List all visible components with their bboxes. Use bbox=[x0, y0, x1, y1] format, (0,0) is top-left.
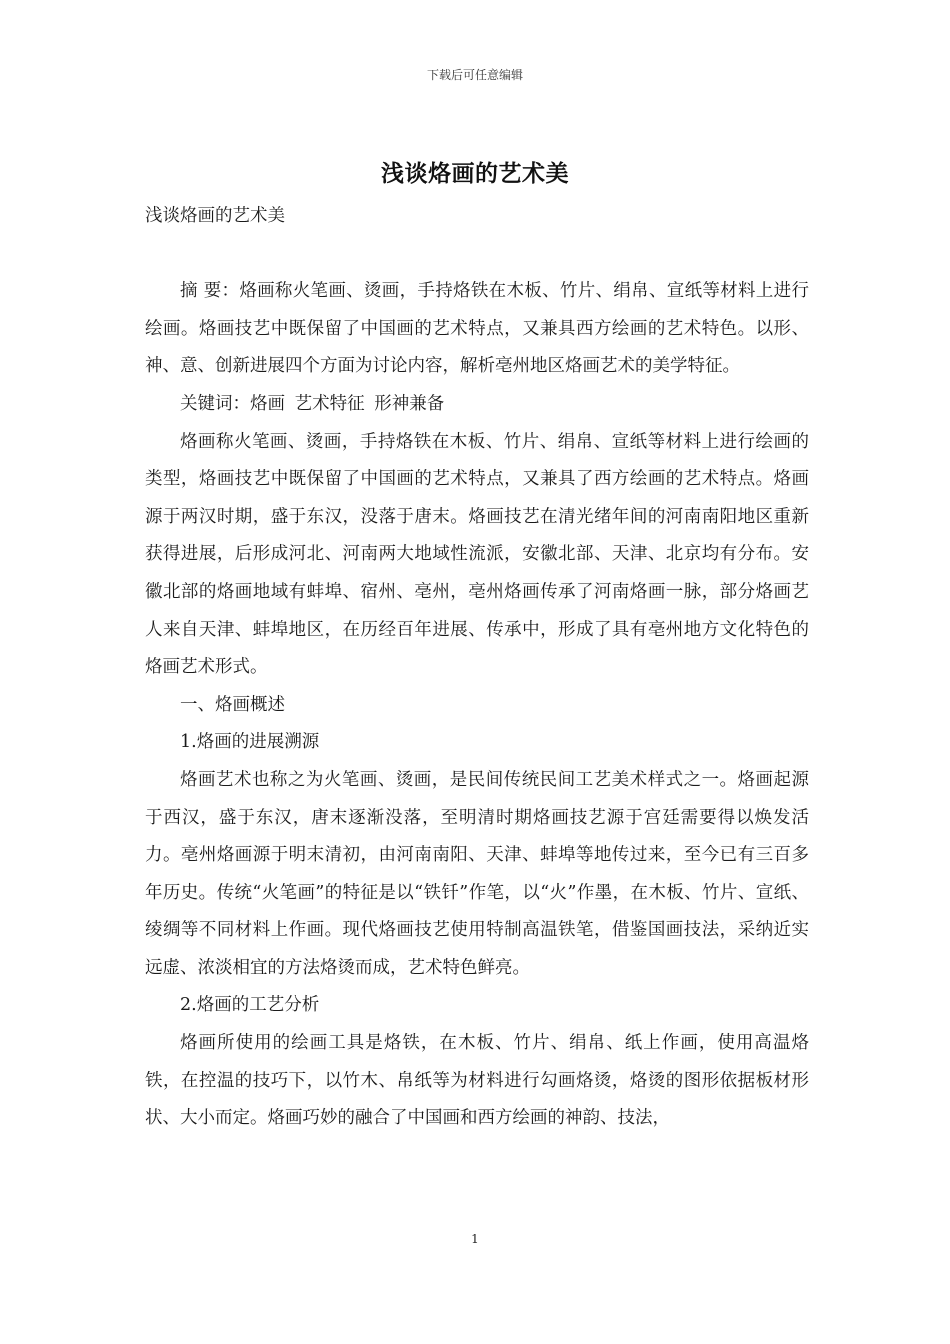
intro-paragraph: 烙画称火笔画、烫画，手持烙铁在木板、竹片、绢帛、宣纸等材料上进行绘画的类型，烙画技艺中既保留了中国画的艺术特点，又兼具了西方绘画的艺术特点。烙画源于两汉时期，盛于东汉，没落于唐末。烙画技艺在清光绪年间的河南南阳地区重新获得进展，后形成河北、河南两大地域性流派，安徽北部、天津、北京均有分布。安徽北部的烙画地域有蚌埠、宿州、亳州，亳州烙画传承了河南烙画一脉，部分烙画艺人来自天津、蚌埠地区，在历经百年进展、传承中，形成了具有亳州地方文化特色的烙画艺术形式。 bbox=[145, 431, 809, 678]
keyword-item: 形神兼备 bbox=[374, 393, 445, 414]
body-paragraph: 烙画所使用的绘画工具是烙铁，在木板、竹片、绢帛、纸上作画，使用高温烙铁，在控温的技巧下，以竹木、帛纸等为材料进行勾画烙烫，烙烫的图形依据板材形状、大小而定。烙画巧妙的融合了中国画和西方绘画的神韵、技法， bbox=[145, 1033, 809, 1129]
document-body bbox=[145, 198, 809, 1138]
section-heading: 一、烙画概述 bbox=[180, 694, 285, 715]
page-header-note: 下载后可任意编辑 bbox=[426, 68, 523, 82]
keywords-line bbox=[145, 386, 809, 424]
page-number: 1 bbox=[471, 1232, 479, 1246]
subsection-heading: 2.烙画的工艺分析 bbox=[180, 995, 320, 1016]
keyword-item: 烙画 bbox=[250, 393, 285, 414]
subsection-heading: 1.烙画的进展溯源 bbox=[180, 732, 320, 753]
document-title: 浅谈烙画的艺术美 bbox=[381, 160, 569, 187]
body-paragraph: 烙画艺术也称之为火笔画、烫画，是民间传统民间工艺美术样式之一。烙画起源于西汉，盛于东汉，唐末逐渐没落，至明清时期烙画技艺源于宫廷需要得以焕发活力。亳州烙画源于明末清初，由河南南阳、天津、蚌埠等地传过来，至今已有三百多年历史。传统“火笔画”的特征是以“铁钎”作笔，以“火”作墨，在木板、竹片、宣纸、绫绸等不同材料上作画。现代烙画技艺使用特制高温铁笔，借鉴国画技法，采纳近实远虚、浓淡相宜的方法烙烫而成，艺术特色鲜亮。 bbox=[145, 769, 809, 978]
document-subtitle: 浅谈烙画的艺术美 bbox=[145, 206, 285, 226]
abstract-paragraph: 摘 要：烙画称火笔画、烫画，手持烙铁在木板、竹片、绢帛、宣纸等材料上进行绘画。烙画技艺中既保留了中国画的艺术特点，又兼具西方绘画的艺术特色。以形、神、意、创新进展四个方面为讨论内容，解析亳州地区烙画艺术的美学特征。 bbox=[145, 281, 809, 377]
keyword-item: 艺术特征 bbox=[294, 393, 365, 414]
keywords-label: 关键词： bbox=[180, 393, 250, 414]
